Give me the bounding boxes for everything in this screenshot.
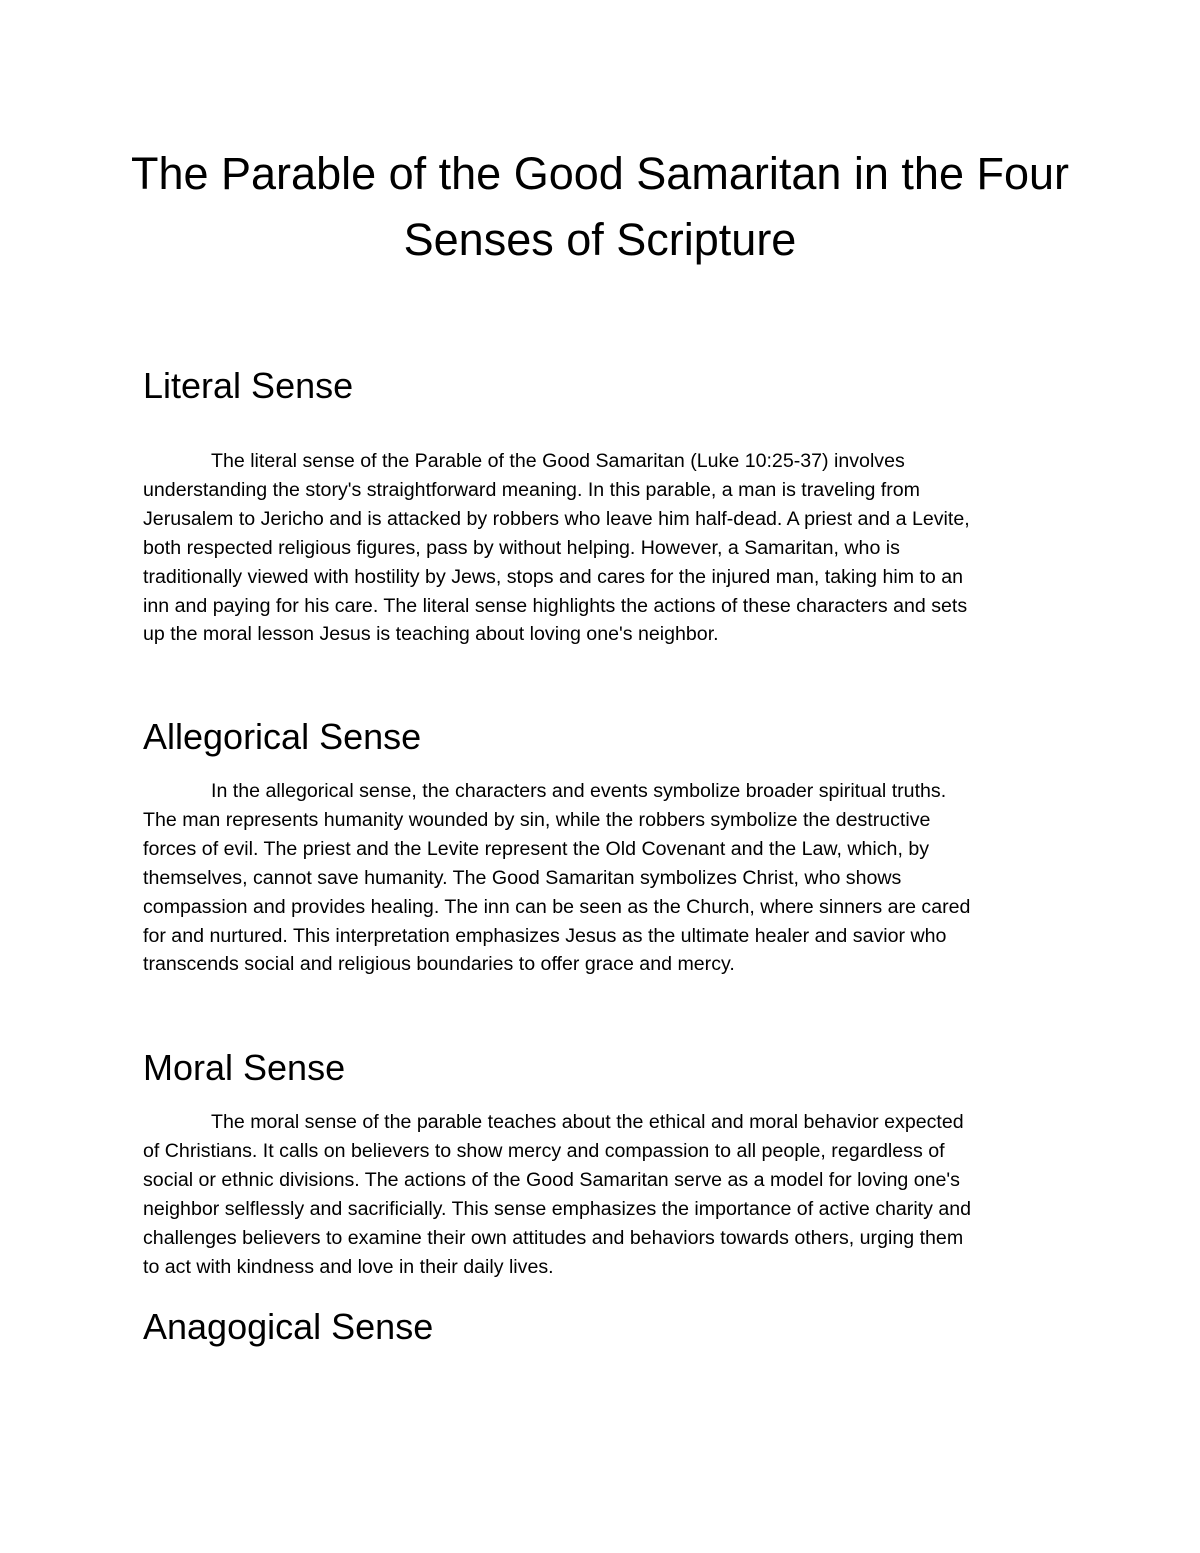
section-heading-allegorical: Allegorical Sense — [143, 716, 422, 757]
section-body-literal — [143, 447, 1055, 649]
document-title: The Parable of the Good Samaritan in the Four Senses of Scripture — [130, 148, 1070, 265]
paragraph-line: compassion and provides healing. The inn can be seen as the Church, where sinners are cared — [143, 895, 971, 918]
paragraph-line: challenges believers to examine their own attitudes and behaviors towards others, urging them — [143, 1226, 964, 1249]
paragraph-line: forces of evil. The priest and the Levite represent the Old Covenant and the Law, which, by — [143, 837, 930, 860]
section-heading-moral: Moral Sense — [143, 1047, 346, 1088]
section-heading-literal: Literal Sense — [143, 365, 354, 406]
paragraph-line: for and nurtured. This interpretation emphasizes Jesus as the ultimate healer and savior who — [143, 924, 947, 947]
paragraph-line: social or ethnic divisions. The actions of the Good Samaritan serve as a model for loving one's — [143, 1168, 960, 1191]
paragraph-line: inn and paying for his care. The literal sense highlights the actions of these characters and sets — [143, 594, 968, 617]
paragraph-line: traditionally viewed with hostility by Jews, stops and cares for the injured man, taking him to an — [143, 565, 964, 588]
paragraph-line: In the allegorical sense, the characters and events symbolize broader spiritual truths. — [211, 780, 947, 802]
paragraph-line: of Christians. It calls on believers to show mercy and compassion to all people, regardless of — [143, 1139, 945, 1162]
paragraph-line: themselves, cannot save humanity. The Good Samaritan symbolizes Christ, who shows — [143, 866, 902, 889]
paragraph-line: understanding the story's straightforward meaning. In this parable, a man is traveling from — [143, 478, 920, 501]
paragraph-line: The literal sense of the Parable of the Good Samaritan (Luke 10:25-37) involves — [211, 450, 905, 472]
paragraph-line: to act with kindness and love in their daily lives. — [143, 1255, 554, 1278]
paragraph-line: The moral sense of the parable teaches about the ethical and moral behavior expected — [211, 1111, 964, 1133]
paragraph-line: up the moral lesson Jesus is teaching about loving one's neighbor. — [143, 623, 719, 646]
paragraph-line: transcends social and religious boundaries to offer grace and mercy. — [143, 953, 735, 976]
paragraph-line: both respected religious figures, pass by without helping. However, a Samaritan, who is — [143, 536, 900, 559]
paragraph-line: The man represents humanity wounded by sin, while the robbers symbolize the destructive — [143, 808, 931, 831]
paragraph-line: neighbor selflessly and sacrificially. This sense emphasizes the importance of active charity and — [143, 1197, 972, 1220]
paragraph-line: Jerusalem to Jericho and is attacked by robbers who leave him half-dead. A priest and a Levite, — [143, 507, 970, 530]
section-heading-anagogical: Anagogical Sense — [143, 1306, 434, 1347]
section-body-allegorical — [143, 777, 1055, 979]
section-body-moral — [143, 1108, 1055, 1281]
